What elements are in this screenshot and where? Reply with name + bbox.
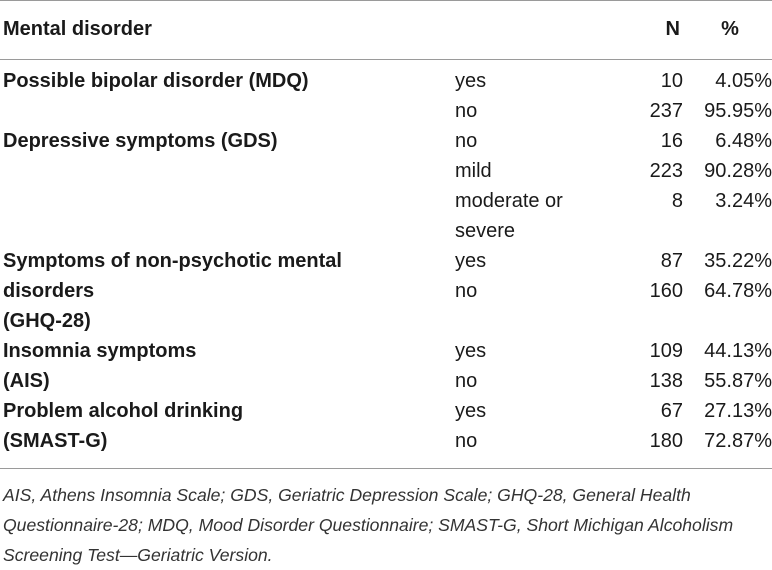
row-percent: 64.78% xyxy=(704,280,772,302)
row-percent: 55.87% xyxy=(704,370,772,392)
row-category: moderate or xyxy=(455,190,563,212)
table-row xyxy=(0,156,772,186)
footnote: AIS, Athens Insomnia Scale; GDS, Geriatric Depression Scale; GHQ-28, General Health Questionnaire-28; MDQ, Mood Disorder Questionnaire; SMAST-G, Short Michigan Alcoholism Screening Test—Geriatric Version. xyxy=(3,485,734,565)
row-n: 87 xyxy=(660,250,683,272)
table-row xyxy=(0,306,772,336)
row-n: 67 xyxy=(660,400,683,422)
row-n: 160 xyxy=(649,280,683,302)
row-category: mild xyxy=(455,160,492,182)
row-percent: 3.24% xyxy=(715,190,772,212)
row-percent: 72.87% xyxy=(704,430,772,452)
row-category: yes xyxy=(455,70,487,92)
row-label xyxy=(0,96,455,126)
row-label: (GHQ-28) xyxy=(3,310,91,332)
row-percent: 27.13% xyxy=(704,400,772,422)
table-row xyxy=(0,336,772,366)
header-mental-disorder: Mental disorder xyxy=(3,18,152,40)
row-n: 223 xyxy=(649,160,683,182)
row-percent: 4.05% xyxy=(715,70,772,92)
row-label: (AIS) xyxy=(3,370,50,392)
row-label xyxy=(0,186,455,216)
row-percent: 35.22% xyxy=(704,250,772,272)
table-row xyxy=(0,96,772,126)
row-percent: 44.13% xyxy=(704,340,772,362)
header-rule xyxy=(0,59,772,60)
row-label: Insomnia symptoms xyxy=(3,340,197,362)
row-label xyxy=(0,216,455,246)
row-percent: 95.95% xyxy=(704,100,772,122)
row-label: Depressive symptoms (GDS) xyxy=(3,130,278,152)
row-n: 237 xyxy=(649,100,683,122)
table-row xyxy=(0,396,772,426)
table-row xyxy=(0,66,772,96)
row-n xyxy=(629,306,683,336)
row-n: 180 xyxy=(649,430,683,452)
row-category xyxy=(455,306,629,336)
row-category: no xyxy=(455,370,478,392)
row-category: no xyxy=(455,280,478,302)
row-label: Possible bipolar disorder (MDQ) xyxy=(3,70,309,92)
row-n: 10 xyxy=(660,70,683,92)
row-category: severe xyxy=(455,220,516,242)
row-label xyxy=(0,156,455,186)
row-category: yes xyxy=(455,400,487,422)
table-row xyxy=(0,366,772,396)
row-label: Symptoms of non-psychotic mental xyxy=(3,250,342,272)
row-n xyxy=(629,216,683,246)
row-category: yes xyxy=(455,340,487,362)
row-label: (SMAST-G) xyxy=(3,430,108,452)
bottom-rule xyxy=(0,468,772,469)
row-percent: 6.48% xyxy=(715,130,772,152)
row-category: no xyxy=(455,430,478,452)
data-table xyxy=(0,66,772,456)
table-row xyxy=(0,426,772,456)
top-rule xyxy=(0,0,772,1)
table-row xyxy=(0,186,772,216)
row-category: no xyxy=(455,130,478,152)
table-body xyxy=(0,66,772,456)
header-percent: % xyxy=(721,18,739,40)
row-percent xyxy=(683,306,772,336)
row-percent: 90.28% xyxy=(704,160,772,182)
table-row xyxy=(0,126,772,156)
table-row xyxy=(0,216,772,246)
row-n: 109 xyxy=(649,340,683,362)
row-label: Problem alcohol drinking xyxy=(3,400,244,422)
row-n: 16 xyxy=(660,130,683,152)
row-n: 138 xyxy=(649,370,683,392)
table-row xyxy=(0,246,772,276)
row-category: no xyxy=(455,100,478,122)
header-n: N xyxy=(665,18,680,40)
row-category: yes xyxy=(455,250,487,272)
row-n: 8 xyxy=(671,190,683,212)
row-label: disorders xyxy=(3,280,95,302)
row-percent xyxy=(683,216,772,246)
table-row xyxy=(0,276,772,306)
